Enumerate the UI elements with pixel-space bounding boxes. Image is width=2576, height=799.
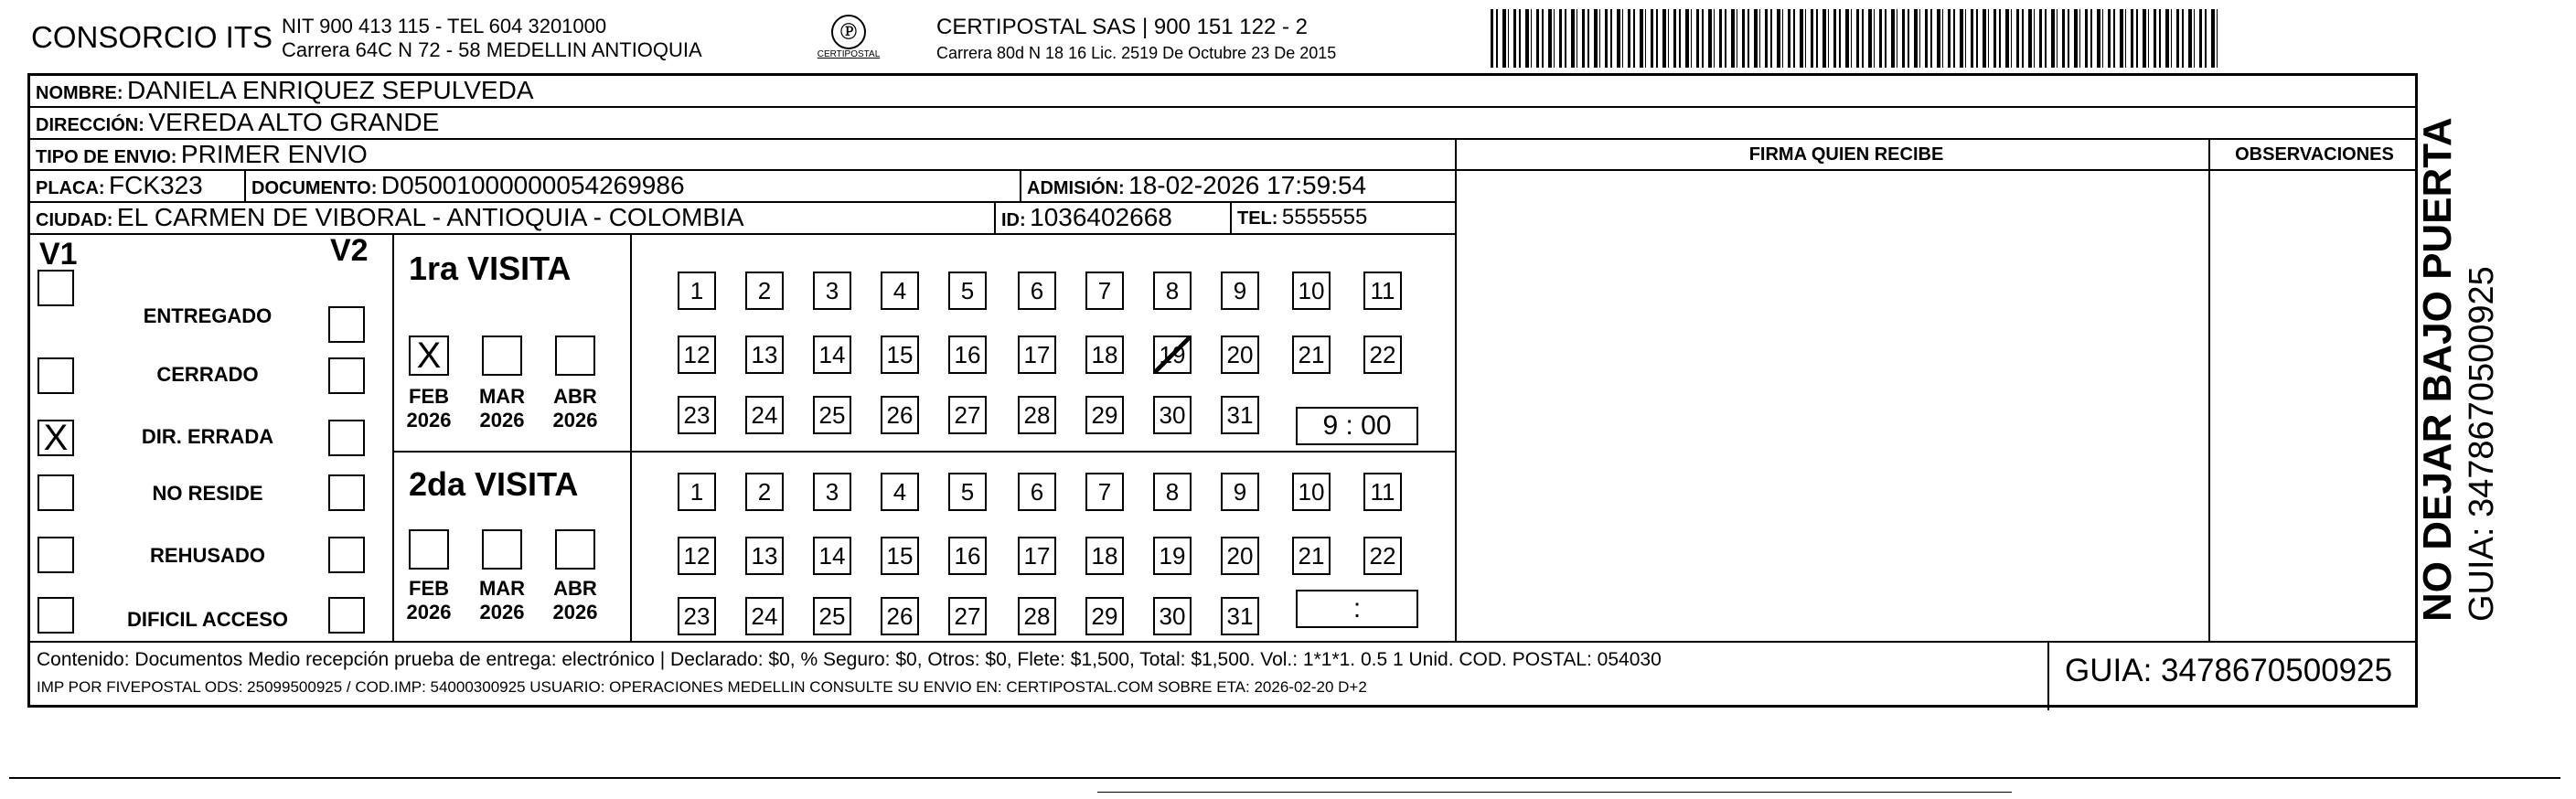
visit-1-day-17[interactable]: 17 xyxy=(1018,336,1056,374)
months-right-border xyxy=(630,235,632,641)
visit-2-day-4[interactable]: 4 xyxy=(881,473,919,511)
placa-label: PLACA: xyxy=(36,178,105,198)
nombre-label: NOMBRE: xyxy=(36,83,123,103)
status-rehusado-label: REHUSADO xyxy=(150,544,265,567)
visit-1-day-13[interactable]: 13 xyxy=(745,336,784,374)
status-v2-entregado[interactable] xyxy=(328,306,365,343)
status-v2-dir-errada[interactable] xyxy=(328,420,365,456)
firma-left-border xyxy=(1455,140,1457,641)
visit-2-day-27[interactable]: 27 xyxy=(948,597,987,635)
direccion-label: DIRECCIÓN: xyxy=(36,115,144,135)
visit-2-day-8[interactable]: 8 xyxy=(1153,473,1192,511)
visit-2-day-5[interactable]: 5 xyxy=(948,473,987,511)
visit-2-day-29[interactable]: 29 xyxy=(1085,597,1124,635)
visit-2-day-3[interactable]: 3 xyxy=(813,473,851,511)
visit-divider xyxy=(392,451,1457,453)
visit-1-day-9[interactable]: 9 xyxy=(1221,272,1259,310)
visit-2-day-18[interactable]: 18 xyxy=(1085,537,1124,575)
visit-1-day-26[interactable]: 26 xyxy=(881,396,919,434)
visit-2-day-6[interactable]: 6 xyxy=(1018,473,1056,511)
visit-1-day-24[interactable]: 24 xyxy=(745,396,784,434)
tel-value: 5555555 xyxy=(1281,205,1368,229)
carrier-address: Carrera 80d N 18 16 Lic. 2519 De Octubre 23 De 2015 xyxy=(936,44,1337,62)
visit-2-day-20[interactable]: 20 xyxy=(1221,537,1259,575)
visit-2-day-16[interactable]: 16 xyxy=(948,537,987,575)
visit-2-day-11[interactable]: 11 xyxy=(1363,473,1402,511)
footer-content-line: Contenido: Documentos Medio recepción prueba de entrega: electrónico | Declarado: $0, % Seguro: $0, Otros: $0, Flete: $1,500, Total: $1,500. Vol.: 1*1*1. 0.5 1 Unid. COD. POSTAL: 054030 xyxy=(37,649,1662,670)
carrier-name: CERTIPOSTAL SAS | 900 151 122 - 2 xyxy=(936,15,1308,39)
visit-2-day-17[interactable]: 17 xyxy=(1018,537,1056,575)
visit-2-day-24[interactable]: 24 xyxy=(745,597,784,635)
ciudad-label: CIUDAD: xyxy=(36,210,113,230)
status-v1-dificil-acceso[interactable] xyxy=(37,597,74,634)
visit-1-day-19[interactable]: 19 xyxy=(1153,336,1192,374)
visit-1-day-29[interactable]: 29 xyxy=(1085,396,1124,434)
visit-1-day-1[interactable]: 1 xyxy=(678,272,716,310)
observaciones-left-border xyxy=(2208,140,2210,641)
visit-1-day-11[interactable]: 11 xyxy=(1363,272,1402,310)
visit-2-day-30[interactable]: 30 xyxy=(1153,597,1192,635)
visit-2-day-13[interactable]: 13 xyxy=(745,537,784,575)
visit-2-day-23[interactable]: 23 xyxy=(678,597,716,635)
carrier-info xyxy=(936,15,1336,66)
visit-1-day-25[interactable]: 25 xyxy=(813,396,851,434)
visit-1-day-14[interactable]: 14 xyxy=(813,336,851,374)
id-label: ID: xyxy=(1001,210,1026,230)
visit-1-day-28[interactable]: 28 xyxy=(1018,396,1056,434)
visit-1-day-8[interactable]: 8 xyxy=(1153,272,1192,310)
status-v1-entregado[interactable] xyxy=(37,270,74,306)
visit-2-day-19[interactable]: 19 xyxy=(1153,537,1192,575)
visit-2-day-2[interactable]: 2 xyxy=(745,473,784,511)
visit-2-day-28[interactable]: 28 xyxy=(1018,597,1056,635)
visit-1-month-feb-check[interactable]: X xyxy=(409,336,449,376)
tear-line xyxy=(9,777,2560,779)
visit-1-day-12[interactable]: 12 xyxy=(678,336,716,374)
admision-value: 18-02-2026 17:59:54 xyxy=(1128,171,1367,199)
visit-2-month-feb-label: FEB 2026 xyxy=(406,577,452,623)
visit-2-day-22[interactable]: 22 xyxy=(1363,537,1402,575)
visit-1-month-mar-check[interactable] xyxy=(482,336,522,376)
tipo-value: PRIMER ENVIO xyxy=(180,140,368,168)
row-direccion xyxy=(30,108,2415,140)
v1-label: V1 xyxy=(39,237,78,272)
visit-1-title: 1ra VISITA xyxy=(409,250,572,287)
side-guia: GUIA: 3478670500925 xyxy=(2463,266,2501,622)
visit-1-day-5[interactable]: 5 xyxy=(948,272,987,310)
visit-2-day-14[interactable]: 14 xyxy=(813,537,851,575)
visit-1-month-feb-label: FEB 2026 xyxy=(406,385,452,431)
logo-icon: Ⓟ xyxy=(831,15,866,49)
visit-2-day-31[interactable]: 31 xyxy=(1221,597,1259,635)
visit-1-day-10[interactable]: 10 xyxy=(1292,272,1331,310)
company-address: Carrera 64C N 72 - 58 MEDELLIN ANTIOQUIA xyxy=(282,38,702,61)
status-v1-rehusado[interactable] xyxy=(37,537,74,573)
visit-2-day-12[interactable]: 12 xyxy=(678,537,716,575)
status-entregado-label: ENTREGADO xyxy=(143,304,273,327)
visit-1-month-abr-check[interactable] xyxy=(555,336,595,376)
admision-label: ADMISIÓN: xyxy=(1027,178,1125,198)
visit-2-title: 2da VISITA xyxy=(409,465,579,503)
v2-label: V2 xyxy=(330,233,369,268)
status-v2-cerrado[interactable] xyxy=(328,357,365,394)
visit-1-day-3[interactable]: 3 xyxy=(813,272,851,310)
observaciones-label: OBSERVACIONES xyxy=(2235,144,2394,165)
visit-2-day-15[interactable]: 15 xyxy=(881,537,919,575)
status-v2-no-reside[interactable] xyxy=(328,474,365,511)
visit-2-day-25[interactable]: 25 xyxy=(813,597,851,635)
certipostal-logo xyxy=(803,15,894,69)
tipo-label: TIPO DE ENVIO: xyxy=(36,147,177,167)
visit-1-day-27[interactable]: 27 xyxy=(948,396,987,434)
row-nombre xyxy=(30,76,2415,108)
visit-2-month-mar-check[interactable] xyxy=(482,529,522,570)
visit-1-day-20[interactable]: 20 xyxy=(1221,336,1259,374)
company-nit: NIT 900 413 115 - TEL 604 3201000 xyxy=(282,15,607,37)
visit-1-day-23[interactable]: 23 xyxy=(678,396,716,434)
visit-1-day-7[interactable]: 7 xyxy=(1085,272,1124,310)
firma-label: FIRMA QUIEN RECIBE xyxy=(1748,144,1944,165)
tel-label: TEL: xyxy=(1237,208,1278,229)
visit-2-day-1[interactable]: 1 xyxy=(678,473,716,511)
visit-2-day-26[interactable]: 26 xyxy=(881,597,919,635)
visit-2-month-abr-label: ABR 2026 xyxy=(552,577,598,623)
status-v1-dir-errada[interactable]: X xyxy=(37,420,74,456)
footer-print-line: IMP POR FIVEPOSTAL ODS: 25099500925 / COD.IMP: 54000300925 USUARIO: OPERACIONES MEDELLIN CONSULTE SU ENVIO EN: CERTIPOSTAL.COM SOBRE ETA: 2026-02-20 D+2 xyxy=(37,678,1367,696)
logo-text: CERTIPOSTAL xyxy=(817,49,881,59)
visit-1-month-abr-label: ABR 2026 xyxy=(552,385,598,431)
visit-1-day-22[interactable]: 22 xyxy=(1363,336,1402,374)
status-v1-cerrado[interactable] xyxy=(37,357,74,394)
status-dir-errada-label: DIR. ERRADA xyxy=(141,425,274,448)
footer-top-border xyxy=(30,641,2415,643)
visit-2-month-abr-check[interactable] xyxy=(555,529,595,570)
visit-2-day-10[interactable]: 10 xyxy=(1292,473,1331,511)
visit-1-day-6[interactable]: 6 xyxy=(1018,272,1056,310)
id-value: 1036402668 xyxy=(1030,203,1172,231)
ciudad-value: EL CARMEN DE VIBORAL - ANTIOQUIA - COLOMBIA xyxy=(116,203,744,231)
status-cerrado-label: CERRADO xyxy=(156,363,259,386)
visit-1-day-16[interactable]: 16 xyxy=(948,336,987,374)
status-v2-dificil-acceso[interactable] xyxy=(328,597,365,634)
visit-1-day-4[interactable]: 4 xyxy=(881,272,919,310)
documento-value: D05001000000054269986 xyxy=(380,171,685,199)
visit-2-month-mar-label: MAR 2026 xyxy=(478,577,526,623)
footer-guia-number: GUIA: 3478670500925 xyxy=(2065,653,2393,688)
barcode xyxy=(1491,9,2222,68)
shipping-label-form xyxy=(27,73,2418,708)
visit-2-month-feb-check[interactable] xyxy=(409,529,449,570)
row-tipo xyxy=(30,140,2415,171)
visit-1-day-15[interactable]: 15 xyxy=(881,336,919,374)
visit-1-day-18[interactable]: 18 xyxy=(1085,336,1124,374)
footer-guia-border xyxy=(2047,641,2049,710)
row-ciudad xyxy=(30,203,1457,235)
status-no-reside-label: NO RESIDE xyxy=(152,482,263,505)
visit-2-day-9[interactable]: 9 xyxy=(1221,473,1259,511)
company-name: CONSORCIO ITS xyxy=(31,20,273,54)
visit-1-day-30[interactable]: 30 xyxy=(1153,396,1192,434)
direccion-value: VEREDA ALTO GRANDE xyxy=(148,108,440,136)
company-info xyxy=(282,15,702,62)
side-warning: NO DEJAR BAJO PUERTA xyxy=(2415,117,2460,622)
side-notice xyxy=(2414,117,2502,622)
visit-1-month-mar-label: MAR 2026 xyxy=(478,385,526,431)
documento-label: DOCUMENTO: xyxy=(251,178,378,198)
visit-1-day-31[interactable]: 31 xyxy=(1221,396,1259,434)
visit-1-day-21[interactable]: 21 xyxy=(1292,336,1331,374)
nombre-value: DANIELA ENRIQUEZ SEPULVEDA xyxy=(127,76,534,104)
status-right-border xyxy=(392,235,394,641)
row-placa xyxy=(30,171,1457,203)
visit-2-day-21[interactable]: 21 xyxy=(1292,537,1331,575)
visit-2-day-7[interactable]: 7 xyxy=(1085,473,1124,511)
tear-line-secondary xyxy=(1097,792,2012,793)
placa-value: FCK323 xyxy=(109,171,203,199)
status-v2-rehusado[interactable] xyxy=(328,537,365,573)
status-v1-no-reside[interactable] xyxy=(37,474,74,511)
visit-1-time-field[interactable]: 9 : 00 xyxy=(1296,407,1418,445)
visit-1-day-2[interactable]: 2 xyxy=(745,272,784,310)
status-dificil-acceso-label: DIFICIL ACCESO xyxy=(126,608,288,631)
visit-2-time-field[interactable]: : xyxy=(1296,590,1418,628)
